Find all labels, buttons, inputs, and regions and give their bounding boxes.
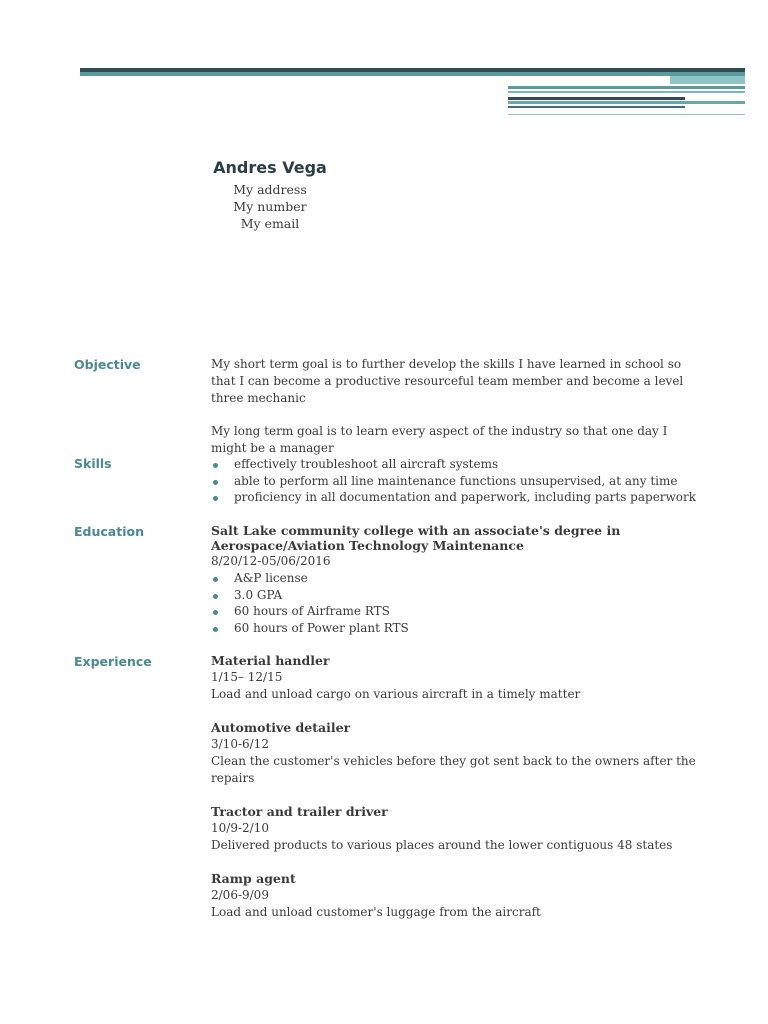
header-stripe <box>508 114 745 115</box>
education-item-text: A&P license <box>234 571 308 585</box>
job-description: Load and unload customer's luggage from the aircraft <box>211 905 541 919</box>
bullet-icon <box>213 610 218 615</box>
header-stripe <box>508 97 685 100</box>
job-title: Material handler <box>211 653 330 668</box>
skills-body <box>211 456 701 506</box>
education-item-text: 3.0 GPA <box>234 587 283 602</box>
header-stripe <box>508 106 685 108</box>
experience-body <box>211 653 701 938</box>
job-entry <box>211 720 701 787</box>
job-description: Load and unload cargo on various aircraft in a timely matter <box>211 687 581 701</box>
job-title: Automotive detailer <box>211 720 351 735</box>
section-heading: Experience <box>74 654 152 669</box>
contact-block <box>170 158 370 232</box>
education-dates: 8/20/12-05/06/2016 <box>211 554 331 568</box>
section-heading: Education <box>74 524 144 539</box>
list-item <box>211 473 701 490</box>
objective-paragraph: My short term goal is to further develop the skills I have learned in school so that I can become a productive resourceful team member and become a level three mechanic <box>211 357 684 405</box>
list-item <box>211 456 701 473</box>
job-dates: 10/9-2/10 <box>211 821 269 835</box>
bullet-icon <box>213 594 218 599</box>
bullet-icon <box>213 496 218 501</box>
contact-address: My address <box>233 182 307 197</box>
header-bar-block <box>670 76 745 84</box>
header-stripe <box>508 91 745 93</box>
contact-number: My number <box>233 199 307 214</box>
bullet-icon <box>213 463 218 468</box>
job-entry <box>211 653 701 703</box>
job-entry <box>211 804 701 854</box>
education-item-text: 60 hours of Power plant RTS <box>234 620 409 635</box>
header-stripe <box>508 86 745 89</box>
skill-text: effectively troubleshoot all aircraft systems <box>234 457 499 471</box>
job-entry <box>211 871 701 921</box>
objective-paragraph: My long term goal is to learn every aspect of the industry so that one day I might be a manager <box>211 424 668 455</box>
list-item <box>211 603 701 620</box>
section-heading: Objective <box>74 357 141 372</box>
job-dates: 2/06-9/09 <box>211 888 269 902</box>
bullet-icon <box>213 577 218 582</box>
job-dates: 3/10-6/12 <box>211 737 269 751</box>
section-heading: Skills <box>74 456 112 471</box>
skill-text: proficiency in all documentation and paperwork, including parts paperwork <box>234 490 697 504</box>
education-body <box>211 523 701 636</box>
bullet-icon <box>213 627 218 632</box>
objective-body <box>211 356 701 457</box>
job-description: Delivered products to various places around the lower contiguous 48 states <box>211 838 673 852</box>
list-item <box>211 570 701 587</box>
contact-email: My email <box>240 216 300 231</box>
list-item <box>211 587 701 604</box>
candidate-name: Andres Vega <box>213 158 327 177</box>
school-name: Salt Lake community college with an associate's degree in Aerospace/Aviation Technology Maintenance <box>211 523 621 553</box>
job-title: Ramp agent <box>211 871 296 886</box>
header-stripe <box>508 101 745 104</box>
bullet-icon <box>213 480 218 485</box>
list-item <box>211 489 701 506</box>
list-item <box>211 620 701 637</box>
job-dates: 1/15– 12/15 <box>211 670 283 684</box>
header-bar-teal <box>80 72 745 76</box>
education-list <box>211 570 701 636</box>
skills-list <box>211 456 701 506</box>
job-title: Tractor and trailer driver <box>211 804 388 819</box>
skill-text: able to perform all line maintenance functions unsupervised, at any time <box>234 473 678 488</box>
education-item-text: 60 hours of Airframe RTS <box>234 604 390 618</box>
job-description: Clean the customer's vehicles before they got sent back to the owners after the repairs <box>211 754 696 785</box>
